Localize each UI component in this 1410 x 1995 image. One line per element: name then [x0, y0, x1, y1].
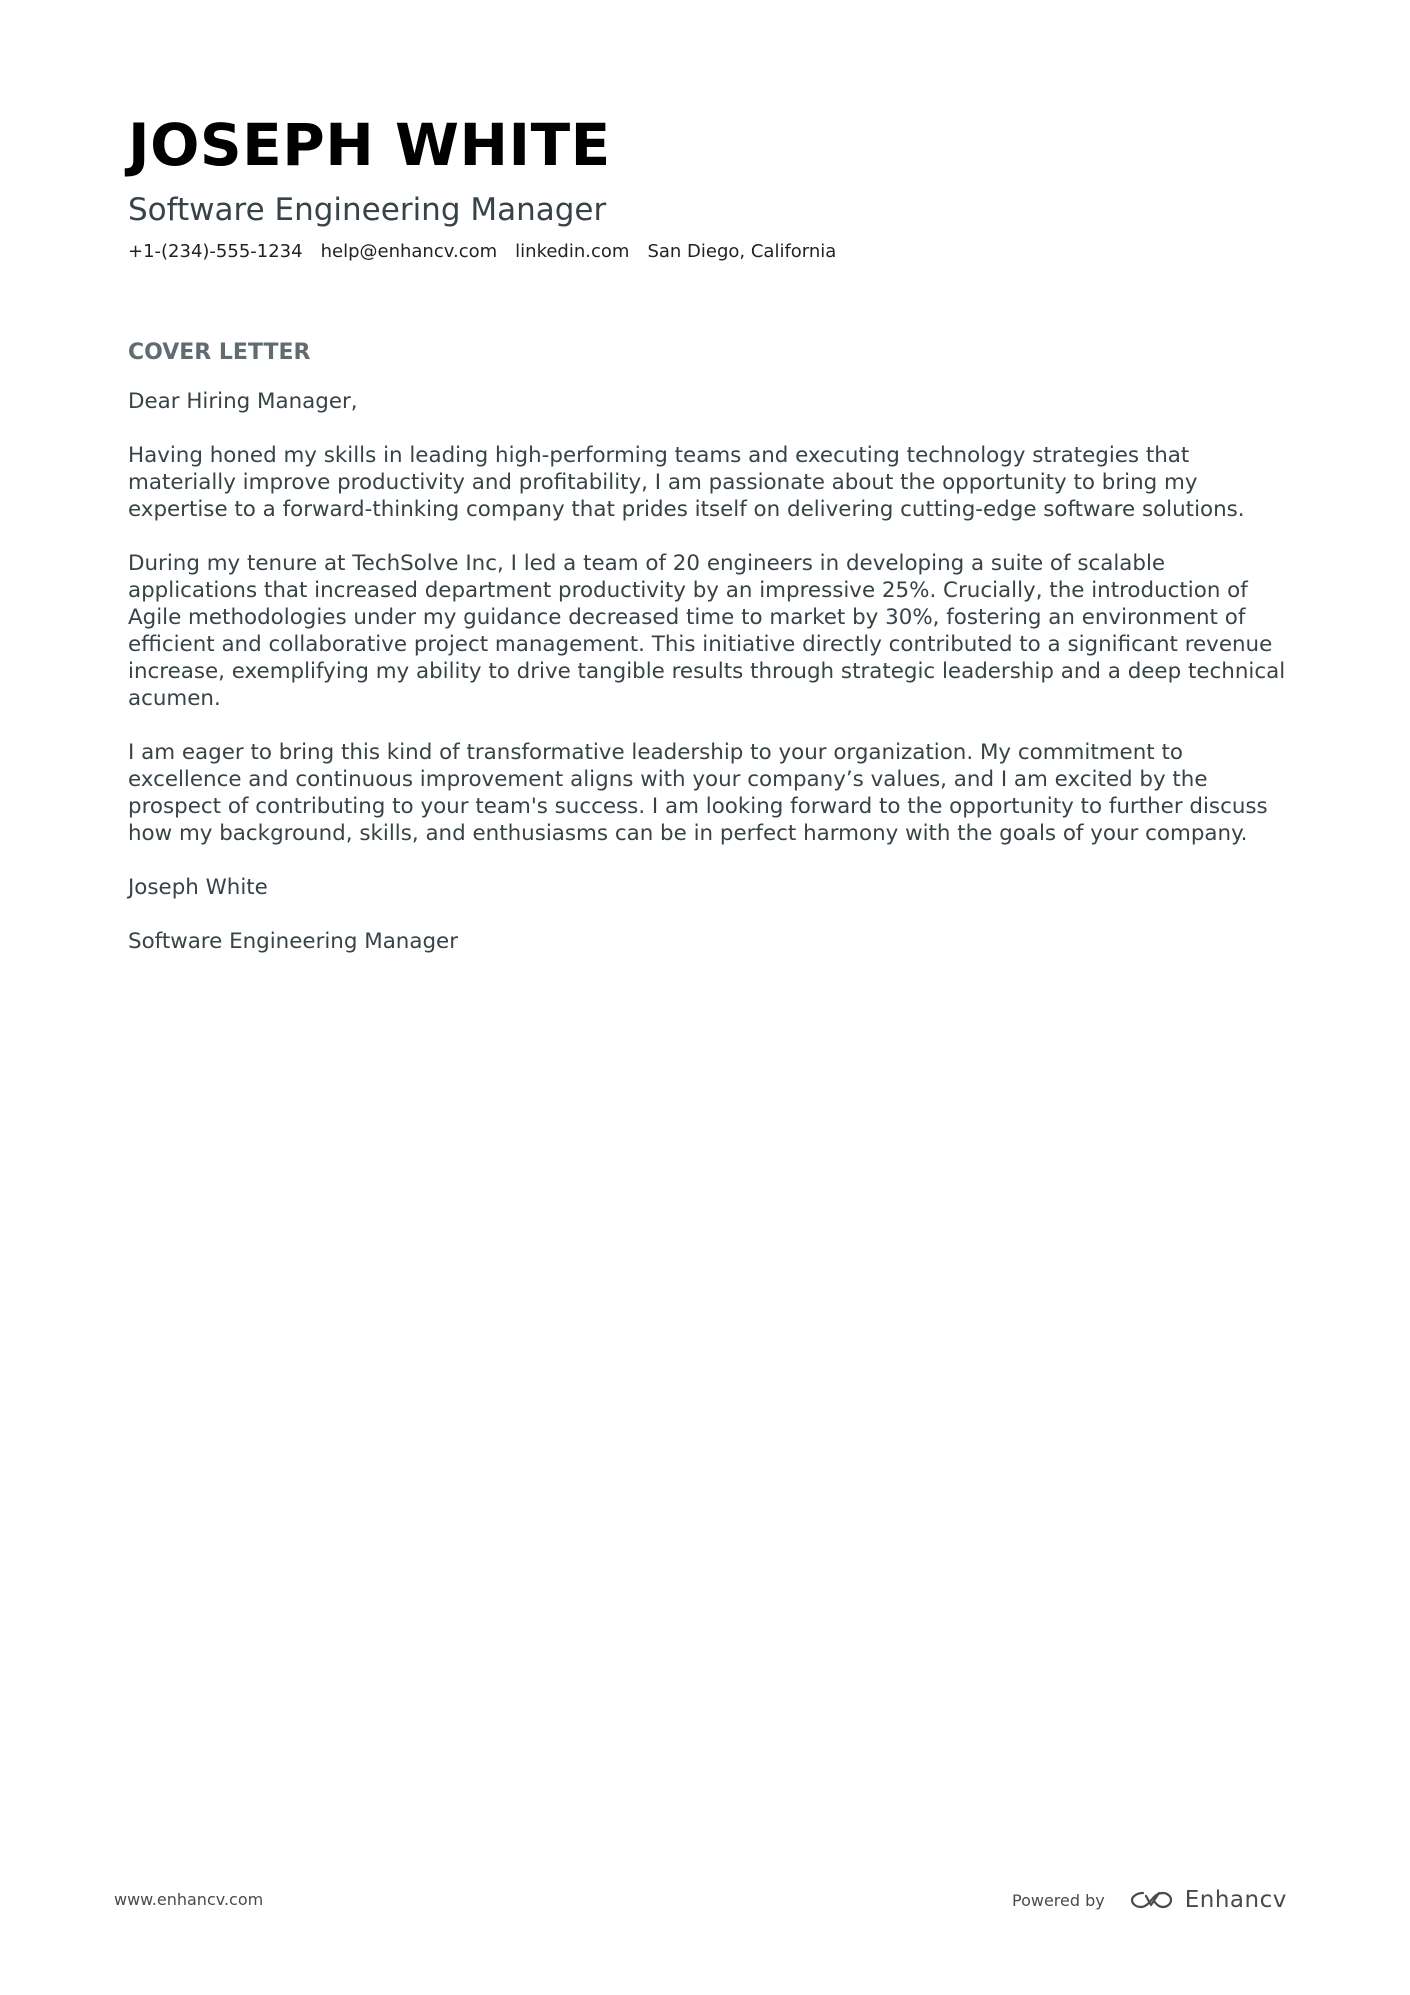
brand-name: Enhancv — [1184, 1887, 1287, 1913]
candidate-title: Software Engineering Manager — [128, 192, 607, 228]
contact-linkedin: linkedin.com — [515, 241, 630, 262]
letter-paragraph: I am eager to bring this kind of transformative leadership to your organization. My commitment to excellence and continuous improvement aligns with your company’s values, and I am excited by the prospect of contributing to your team's success. I am looking forward to the opportunity to further discuss how my background, skills, and enthusiasms can be in perfect harmony with the goals of your company. — [128, 740, 1268, 846]
section-title-cover-letter: COVER LETTER — [128, 340, 311, 365]
brand-logo[interactable] — [1129, 1887, 1287, 1913]
footer-website-link[interactable]: www.enhancv.com — [114, 1890, 264, 1909]
contact-phone: +1-(234)-555-1234 — [128, 241, 303, 262]
letter-signature-title: Software Engineering Manager — [128, 929, 458, 954]
powered-by-label: Powered by — [1012, 1890, 1105, 1910]
candidate-name: JOSEPH WHITE — [128, 111, 611, 179]
letter-paragraph: During my tenure at TechSolve Inc, I led a team of 20 engineers in developing a suite of scalable applications that increased department productivity by an impressive 25%. Crucially, the introduction of Agile methodologies under my guidance decreased time to market by 30%, fostering an environment of efficient and collaborative project management. This initiative directly contributed to a significant revenue increase, exemplifying my ability to drive tangible results through strategic leadership and a deep technical acumen. — [128, 551, 1286, 711]
letter-greeting: Dear Hiring Manager, — [128, 389, 358, 414]
letter-signature-name: Joseph White — [128, 875, 268, 900]
powered-by — [1012, 1887, 1287, 1913]
letter-body — [128, 388, 1298, 955]
contact-info — [128, 238, 1298, 266]
letter-paragraph: Having honed my skills in leading high-performing teams and executing technology strategies that materially improve productivity and profitability, I am passionate about the opportunity to bring my expertise to a forward-thinking company that prides itself on delivering cutting-edge software solutions. — [128, 443, 1245, 522]
enhancv-logo-icon — [1129, 1888, 1175, 1912]
contact-email: help@enhancv.com — [320, 241, 498, 262]
resume-page — [128, 108, 1298, 955]
contact-location: San Diego, California — [647, 241, 837, 262]
